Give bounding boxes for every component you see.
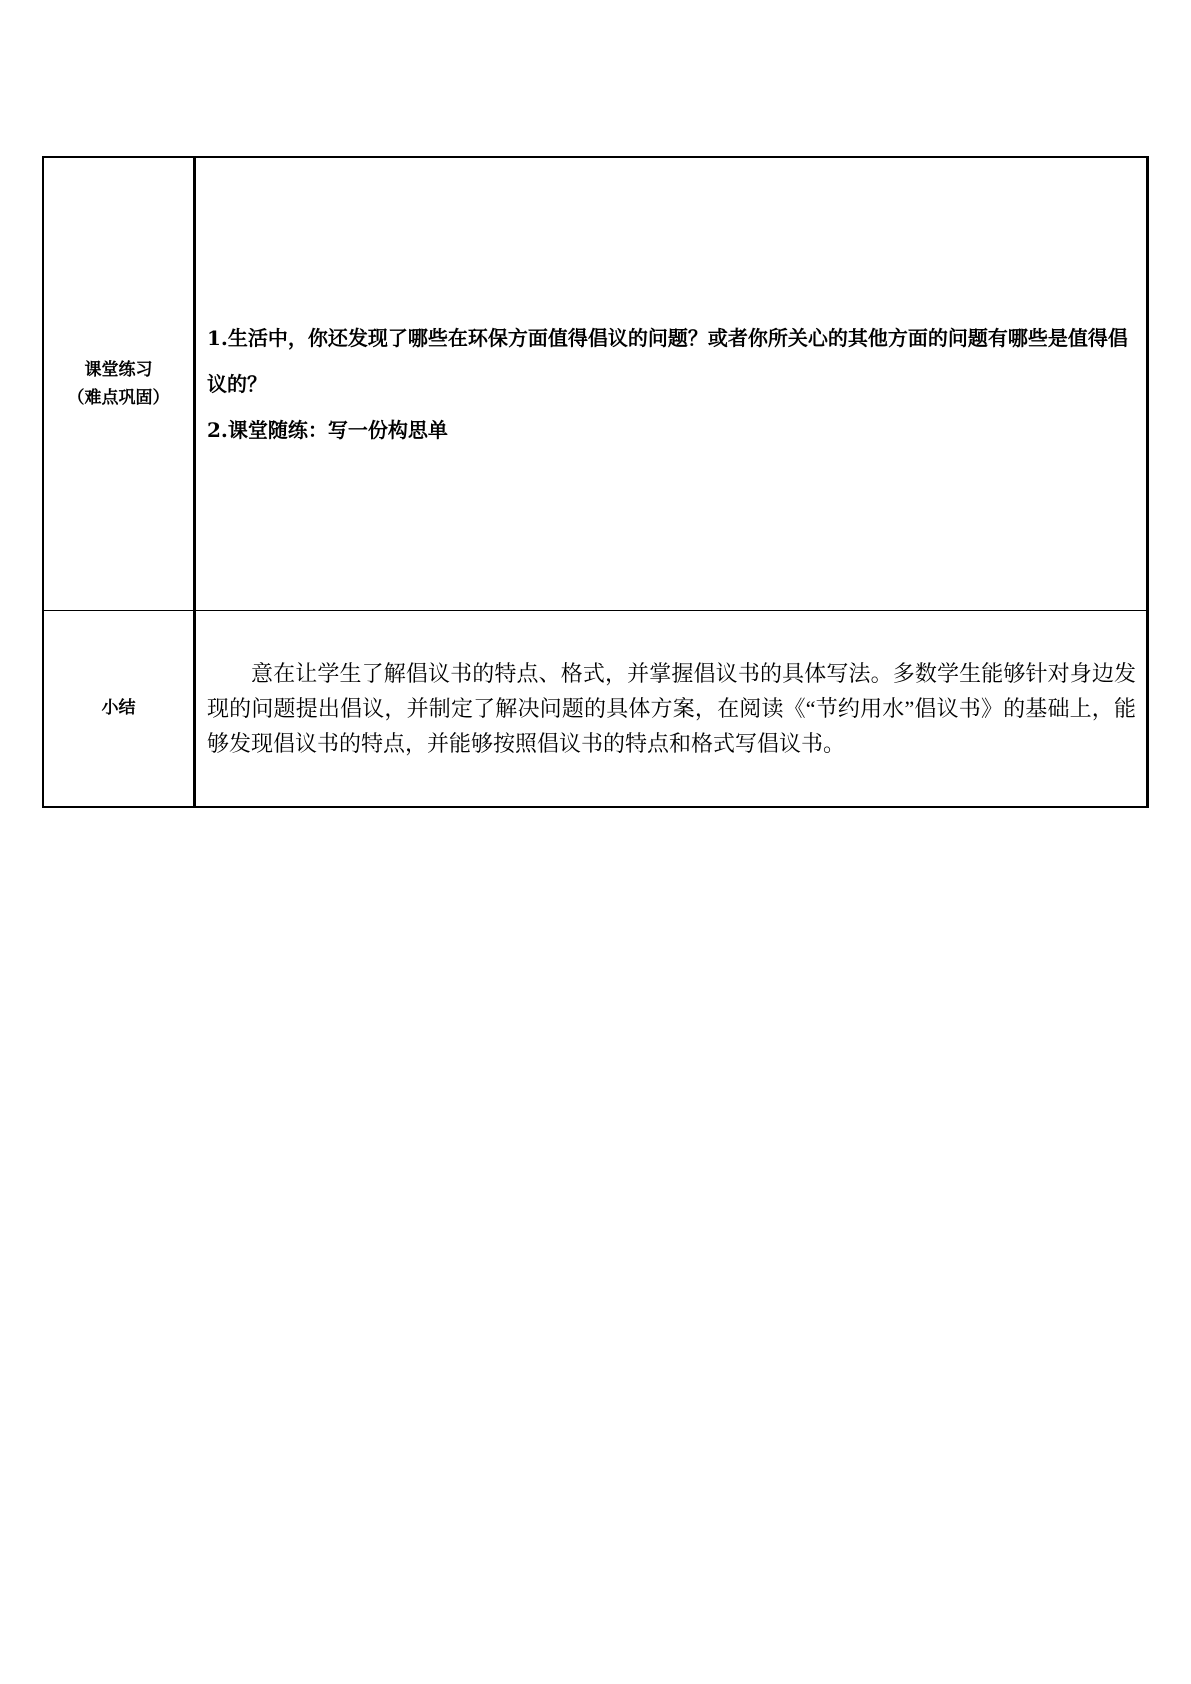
table-row-practice — [43, 157, 1148, 610]
practice-item-2: 2.课堂随练：写一份构思单 — [207, 417, 448, 442]
table-row-summary — [43, 610, 1148, 807]
lesson-plan-table — [42, 156, 1149, 808]
row-label-practice — [43, 157, 195, 610]
practice-content — [196, 315, 1146, 453]
row-label-summary: 小结 — [43, 610, 195, 807]
summary-paragraph: 意在让学生了解倡议书的特点、格式，并掌握倡议书的具体写法。多数学生能够针对身边发现的问题提出倡议，并制定了解决问题的具体方案，在阅读《“节约用水”倡议书》的基础上，能够发现倡议书的特点，并能够按照倡议书的特点和格式写倡议书。 — [207, 660, 1136, 756]
row-label-practice-line-2: （难点巩固） — [67, 387, 170, 408]
row-label-practice-line-1: 课堂练习 — [84, 359, 153, 380]
summary-content-cell — [195, 610, 1148, 807]
practice-content-cell — [195, 157, 1148, 610]
practice-item-1: 1.生活中，你还发现了哪些在环保方面值得倡议的问题？或者你所关心的其他方面的问题有哪些是值得倡议的？ — [207, 325, 1128, 396]
